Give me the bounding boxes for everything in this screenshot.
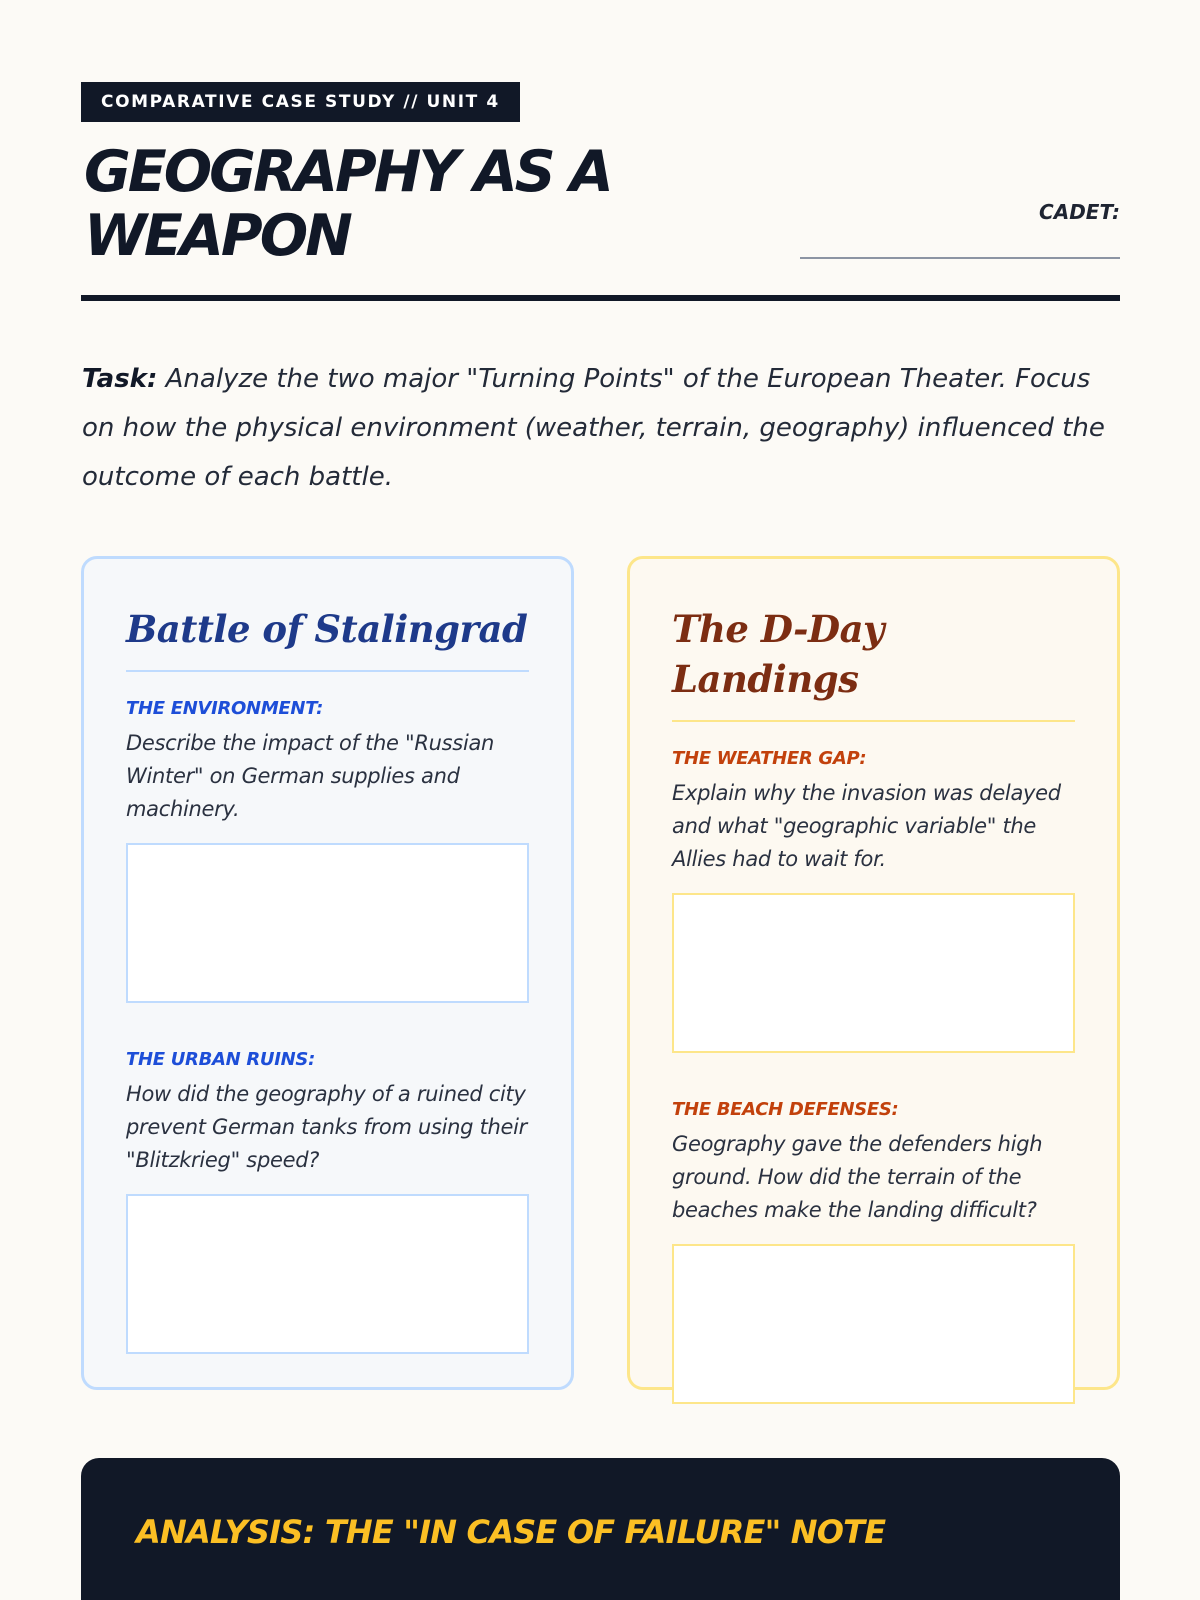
header-divider bbox=[81, 295, 1120, 301]
answer-box-urban-ruins[interactable] bbox=[126, 1194, 529, 1354]
question-label: THE URBAN RUINS: bbox=[126, 1049, 315, 1070]
task-label: Task: bbox=[82, 364, 158, 394]
page-title: GEOGRAPHY AS A WEAPON bbox=[84, 139, 611, 269]
stalingrad-title: Battle of Stalingrad bbox=[126, 604, 529, 672]
answer-box-weather-gap[interactable] bbox=[672, 893, 1075, 1053]
question-text: Describe the impact of the "Russian Winter" on German supplies and machinery. bbox=[126, 731, 495, 821]
stalingrad-card bbox=[81, 556, 574, 1390]
task-instructions bbox=[82, 355, 1127, 502]
dday-card bbox=[627, 556, 1120, 1390]
question-text: How did the geography of a ruined city prevent German tanks from using their "Blitzkrieg" speed? bbox=[126, 1082, 528, 1172]
unit-tag: COMPARATIVE CASE STUDY // UNIT 4 bbox=[81, 82, 520, 122]
answer-box-beach-defenses[interactable] bbox=[672, 1244, 1075, 1404]
analysis-panel bbox=[81, 1458, 1120, 1600]
question-label: THE ENVIRONMENT: bbox=[126, 698, 324, 719]
answer-box-environment[interactable] bbox=[126, 843, 529, 1003]
cadet-name-field[interactable] bbox=[800, 257, 1120, 259]
question-text: Geography gave the defenders high ground. How did the terrain of the beaches make the landing difficult? bbox=[672, 1132, 1043, 1222]
dday-title: The D-Day Landings bbox=[672, 604, 1075, 722]
question-label: THE BEACH DEFENSES: bbox=[672, 1099, 899, 1120]
question-text: Explain why the invasion was delayed and what "geographic variable" the Allies had to wait for. bbox=[672, 781, 1061, 871]
question-label: THE WEATHER GAP: bbox=[672, 748, 867, 769]
cadet-label: CADET: bbox=[1039, 200, 1120, 224]
task-text: Analyze the two major "Turning Points" of the European Theater. Focus on how the physical environment (weather, terrain, geography) influenced the outcome of each battle. bbox=[82, 364, 1105, 492]
analysis-title: ANALYSIS: THE "IN CASE OF FAILURE" NOTE bbox=[136, 1513, 886, 1551]
